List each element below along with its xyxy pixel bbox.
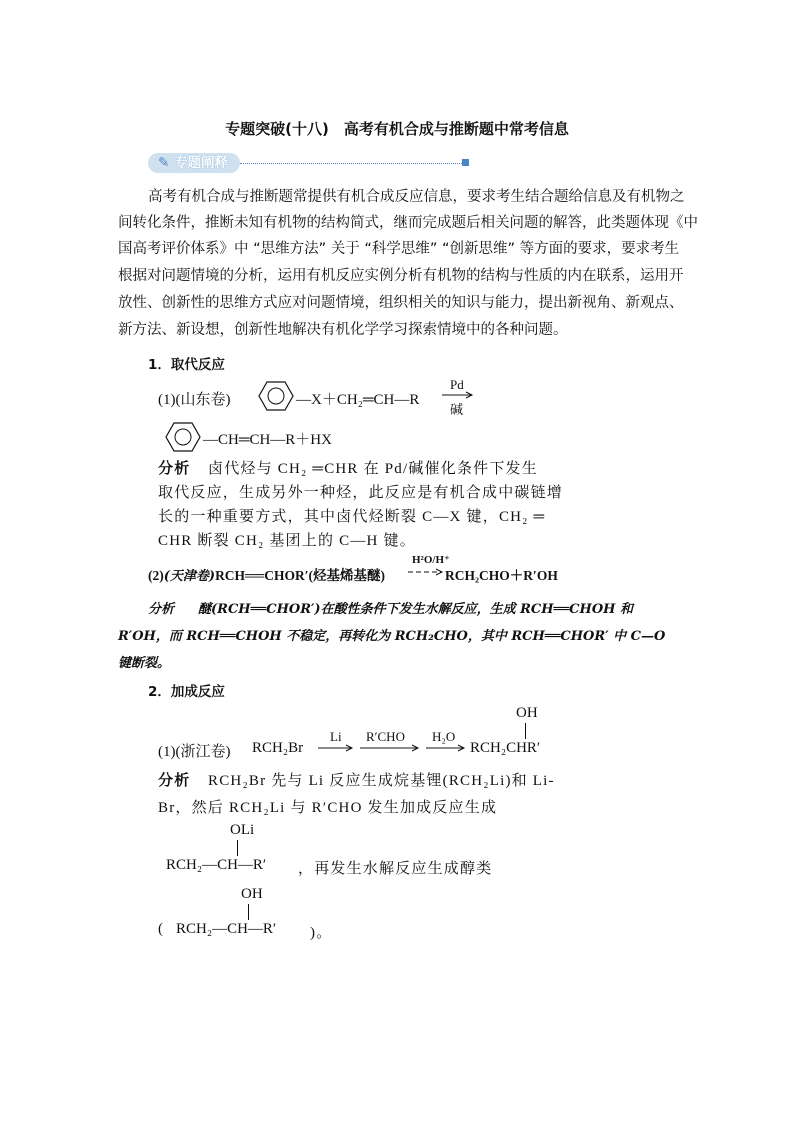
start-compound: RCH₂Br xyxy=(252,740,304,756)
step2-reagent: R′CHO xyxy=(366,729,405,744)
intro-line: 国高考评价体系》中 “思维方法” 关于 “科学思维” “创新思维” 等方面的要求，要求考生 xyxy=(118,241,680,257)
intermediate: RCH₂—CH—R′ xyxy=(166,857,267,873)
bond-line xyxy=(237,840,238,856)
reaction-label: (1)(浙江卷) xyxy=(158,744,231,760)
analysis-line: Br，然后 RCH₂Li 与 R′CHO 发生加成反应生成 xyxy=(158,800,498,816)
products: RCH₂CHO＋R′OH xyxy=(445,568,558,583)
reaction-arrow xyxy=(442,391,474,399)
step1-reagent: Li xyxy=(330,729,342,744)
intro-line: 根据对问题情境的分析，运用有机反应实例分析有机物的结构与性质的内在联系，运用开 xyxy=(118,268,684,284)
analysis-line: ( xyxy=(158,921,165,937)
catalyst: Pd xyxy=(450,377,464,392)
reaction-arrow xyxy=(408,568,444,576)
bond-line xyxy=(525,723,526,739)
analysis-line: R′OH，而 RCH══CHOH 不稳定，再转化为 RCH₂CHO，其中 RCH══CHOR′ 中 C—O xyxy=(118,629,666,644)
reaction-label: (1)(山东卷) xyxy=(158,392,231,408)
badge-dotted-line xyxy=(240,163,462,164)
reaction-source: (天津卷) xyxy=(163,569,216,584)
intro-line: 高考有机合成与推断题常提供有机合成反应信息，要求考生结合题给信息及有机物之 xyxy=(148,189,685,205)
analysis-line: CHR 断裂 CH₂ 基团上的 C—H 键。 xyxy=(158,533,416,549)
analysis-line: 长的一种重要方式，其中卤代烃断裂 C—X 键，CH₂ ═ xyxy=(158,509,546,525)
badge-end-square xyxy=(462,159,469,166)
analysis-line: ，再发生水解反应生成醇类 xyxy=(298,861,493,877)
section-badge xyxy=(148,153,240,173)
intro-line: 间转化条件，推断未知有机物的结构简式，继而完成题后相关问题的解答，此类题体现《中 xyxy=(118,215,698,231)
reactant: RCH══CHOR′ xyxy=(215,568,309,583)
step3-reagent: H₂O xyxy=(432,729,456,744)
condition: H²O/H⁺ xyxy=(412,554,450,566)
section-heading: 1．取代反应 xyxy=(148,357,225,373)
section-heading: 2．加成反应 xyxy=(148,684,225,700)
benzene-ring-icon xyxy=(162,419,204,455)
analysis-line: )。 xyxy=(310,925,333,941)
product-group: OH xyxy=(516,705,538,721)
alcohol-group: OH xyxy=(241,886,263,902)
reactant-note: (烃基烯基醚) xyxy=(308,568,385,583)
bond-line xyxy=(248,904,249,920)
condition: 碱 xyxy=(450,402,464,417)
reaction-arrow xyxy=(426,744,466,752)
reaction-label: (2) xyxy=(148,568,164,583)
intermediate-group: OLi xyxy=(230,822,255,838)
page-title: 专题突破(十八) 高考有机合成与推断题中常考信息 xyxy=(225,120,569,138)
analysis-line: 键断裂。 xyxy=(118,656,171,671)
reaction-arrow xyxy=(360,744,420,752)
reaction-arrow xyxy=(318,744,354,752)
intro-line: 新方法、新设想，创新性地解决有机化学学习探索情境中的各种问题。 xyxy=(118,322,568,338)
products: —CH═CH—R＋HX xyxy=(203,432,332,448)
badge-label: 专题阐释 xyxy=(174,155,228,171)
analysis-line: 醚(RCH══CHOR′)在酸性条件下发生水解反应，生成 RCH══CHOH 和 xyxy=(198,602,633,617)
analysis-label: 分析 xyxy=(158,773,191,789)
product: RCH₂CHR′ xyxy=(470,740,541,756)
analysis-label: 分析 xyxy=(148,602,175,617)
analysis-label: 分析 xyxy=(158,461,191,477)
benzene-ring-icon xyxy=(255,378,297,414)
pen-icon: ✎ xyxy=(158,155,170,171)
reactants: —X＋CH₂═CH—R xyxy=(296,392,420,408)
analysis-line: 卤代烃与 CH₂ ═CHR 在 Pd/碱催化条件下发生 xyxy=(208,461,538,477)
alcohol: RCH₂—CH—R′ xyxy=(176,921,277,937)
analysis-line: RCH₂Br 先与 Li 反应生成烷基锂(RCH₂Li)和 Li- xyxy=(208,773,555,789)
intro-line: 放性、创新性的思维方式应对问题情境，组织相关的知识与能力，提出新视角、新观点、 xyxy=(118,295,684,311)
analysis-line: 取代反应，生成另外一种烃，此反应是有机合成中碳链增 xyxy=(158,485,564,501)
